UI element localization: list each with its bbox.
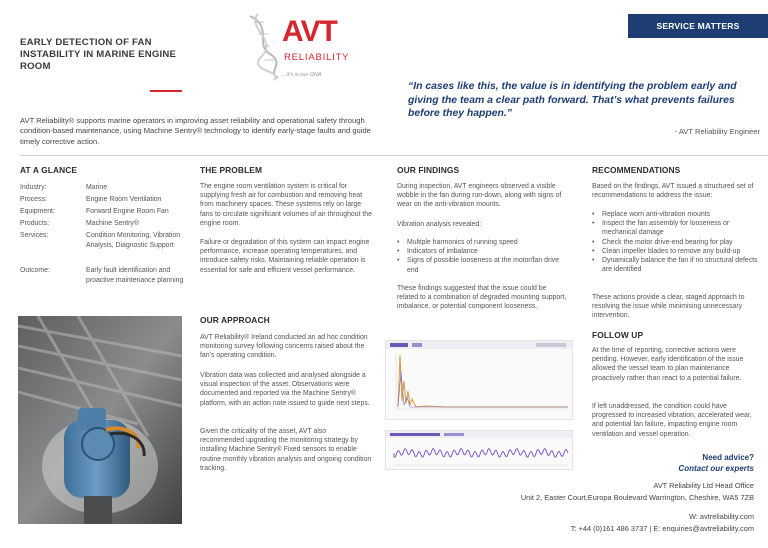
glance-heading: AT A GLANCE — [20, 165, 78, 175]
page-title: EARLY DETECTION OF FAN INSTABILITY IN MARINE ENGINE ROOM — [20, 37, 177, 72]
recommendations-paragraph: Based on the findings, AVT issued a structured set of recommendations to address the issue: — [592, 183, 754, 200]
list-item: • Dynamically balance the fan if no structural defects are identified — [590, 256, 762, 274]
findings-paragraph: During inspection, AVT engineers observed a visible wobble in the fan during run-down, along with signs of wear on the anti-vibration mounts. — [397, 183, 562, 209]
quote-attribution: - AVT Reliability Engineer — [674, 127, 760, 136]
glance-row: Process: Engine Room Ventilation — [20, 196, 162, 203]
logo-wordmark: AVT — [282, 15, 337, 48]
approach-paragraph: Given the criticality of the asset, AVT also recommended upgrading the monitoring strategy by installing Machine Sentry® Fixed sensors to enable routine monthly vibration analysis and ongoing condition tracking. — [200, 428, 372, 472]
logo-subtext: RELIABILITY — [284, 52, 350, 63]
followup-heading: FOLLOW UP — [592, 330, 644, 340]
list-item: • Multiple harmonics of running speed — [395, 238, 569, 247]
office-address: Unit 2, Easter Court,Europa Boulevard Warrington, Cheshire, WA5 7ZB — [520, 493, 754, 502]
glance-row: Equipment: Forward Engine Room Fan — [20, 208, 169, 215]
intro-paragraph: AVT Reliability® supports marine operators in improving asset reliability and operational safety through condition-based maintenance, using Machine Sentry® technology to identify early-stage faults and guide timely corrective action. — [20, 116, 371, 146]
head-office-label: AVT Reliability Ltd Head Office — [653, 481, 754, 490]
followup-paragraph: At the time of reporting, corrective actions were pending. However, early identification of the issue allowed the vessel team to plan maintenance proactively rather than react to a potential failure. — [592, 347, 744, 382]
glance-row: Industry: Marine — [20, 184, 108, 191]
recommendations-paragraph: These actions provide a clear, staged approach to resolving the issue while minimising unnecessary intervention. — [592, 294, 745, 320]
list-item: • Check the motor drive-end bearing for play — [590, 238, 762, 247]
need-advice-label: Need advice? — [702, 453, 754, 462]
findings-list — [395, 238, 569, 275]
approach-heading: OUR APPROACH — [200, 315, 270, 325]
section-divider — [20, 155, 768, 156]
pull-quote: “In cases like this, the value is in identifying the problem early and giving the team a clear path forward. That’s what prevents failures before they happen.” — [408, 81, 737, 120]
followup-paragraph: If left unaddressed, the condition could have progressed to increased vibration, accelerated wear, and potential fan failure, impacting engine room ventilation and vessel operation. — [592, 403, 752, 438]
contact-experts-link[interactable]: Contact our experts — [678, 464, 754, 473]
glance-row: Outcome: Early fault identification and proactive maintenance planning — [20, 267, 184, 284]
website-link[interactable]: W: avtreliability.com — [688, 512, 754, 521]
glance-row: Products: Machine Sentry® — [20, 220, 139, 227]
list-item: • Clean impeller blades to remove any build-up — [590, 247, 762, 256]
problem-heading: THE PROBLEM — [200, 165, 263, 175]
title-divider — [150, 90, 182, 92]
list-item: • Replace worn anti-vibration mounts — [590, 210, 762, 219]
glance-table — [20, 183, 190, 308]
approach-paragraph: AVT Reliability® Ireland conducted an ad hoc condition monitoring survey following concerns raised about the fan’s operating condition. — [200, 334, 368, 360]
findings-paragraph: Vibration analysis revealed: — [397, 221, 482, 228]
approach-paragraph: Vibration data was collected and analysed alongside a visual inspection of the asset. Observations were documented and reported via the Machine Sentry® platform, with an action note issued to guide next steps. — [200, 372, 370, 407]
fan-motor-photo — [18, 316, 182, 524]
avt-logo — [244, 10, 366, 82]
problem-paragraph: The engine room ventilation system is critical for supplying fresh air for combustion and removing heat from machinery spaces. These systems rely on large fans to circulate significant volumes of air throughout the engine room. — [200, 183, 372, 227]
findings-paragraph: These findings suggested that the issue could be related to a combination of degraded mounting support, imbalance, or potential component looseness. — [397, 285, 567, 311]
recommendations-list — [590, 210, 762, 274]
list-item: • Indicators of imbalance — [395, 247, 569, 256]
vibration-waveform-screenshot — [385, 430, 573, 470]
problem-paragraph: Failure or degradation of this system can impact engine performance, increase operating temperatures, and introduce safety risks. Maintaining reliable operation is essential for safe and efficient vessel performance. — [200, 239, 370, 274]
recommendations-heading: RECOMMENDATIONS — [592, 165, 681, 175]
glance-row: Services: Condition Monitoring, Vibration Analysis, Diagnostic Support — [20, 232, 181, 249]
phone-email[interactable]: T: +44 (0)161 486 3737 | E: enquiries@avtreliability.com — [570, 524, 754, 533]
service-matters-badge: SERVICE MATTERS — [628, 14, 768, 38]
logo-tagline: ...it's in our DNA — [282, 72, 322, 78]
list-item: • Inspect the fan assembly for looseness or mechanical damage — [590, 219, 762, 237]
findings-heading: OUR FINDINGS — [397, 165, 460, 175]
vibration-spectrum-screenshot — [385, 340, 573, 420]
list-item: • Signs of possible looseness at the motor/fan drive end — [395, 256, 569, 274]
